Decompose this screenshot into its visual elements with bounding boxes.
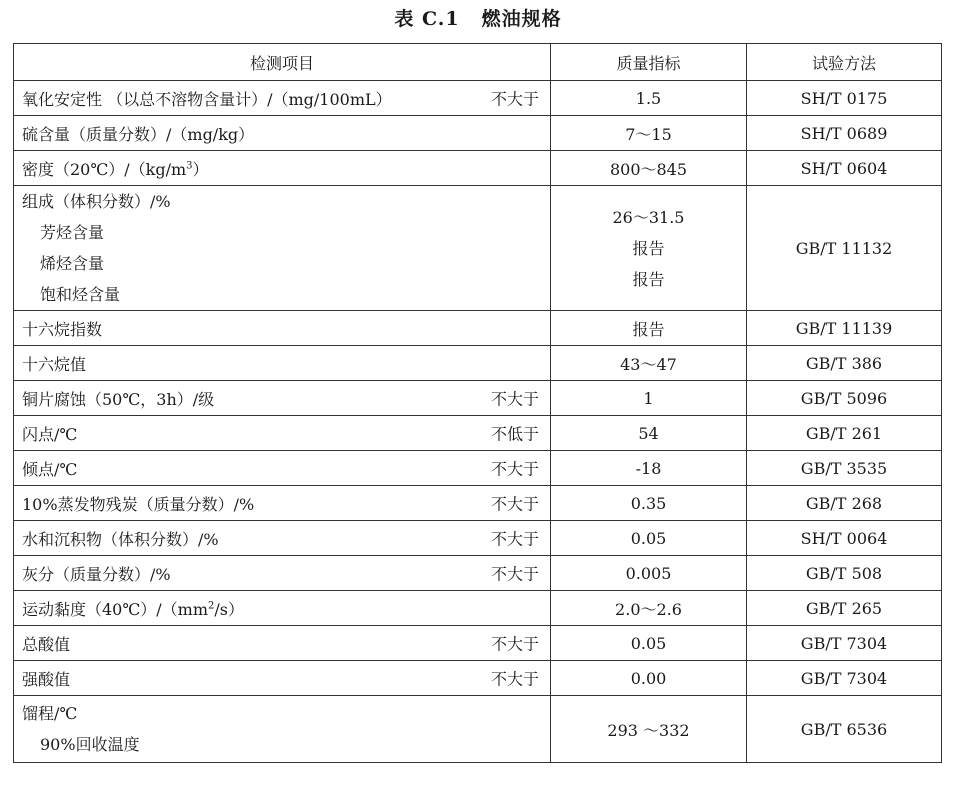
value-cell: 2.0～2.6 xyxy=(551,591,747,626)
item-cell xyxy=(14,696,551,763)
item-cell xyxy=(14,556,551,591)
table-row xyxy=(14,151,942,186)
item-label: 水和沉积物（体积分数）/% xyxy=(22,529,219,549)
value-cell: 54 xyxy=(551,416,747,451)
method-cell: GB/T 6536 xyxy=(747,696,942,763)
table-row xyxy=(14,116,942,151)
item-label: 强酸值 xyxy=(22,669,71,689)
item-label: 馏程/℃ xyxy=(22,704,78,723)
table-row xyxy=(14,521,942,556)
value-cell: 1.5 xyxy=(551,81,747,116)
value-cell: 43～47 xyxy=(551,346,747,381)
item-label-text: 运动黏度（40℃）/（mm xyxy=(22,599,208,619)
table-row xyxy=(14,451,942,486)
method-cell: GB/T 5096 xyxy=(747,381,942,416)
item-label: 组成（体积分数）/% xyxy=(22,192,171,211)
limit-label: 不大于 xyxy=(490,89,539,109)
method-cell: GB/T 261 xyxy=(747,416,942,451)
item-cell xyxy=(14,451,551,486)
item-cell xyxy=(14,521,551,556)
value-cell: 报告 xyxy=(551,311,747,346)
header-quality: 质量指标 xyxy=(551,44,747,81)
item-label: 十六烷指数 xyxy=(22,319,103,339)
header-row xyxy=(14,44,942,81)
method-cell: GB/T 11132 xyxy=(747,186,942,311)
value-cell: -18 xyxy=(551,451,747,486)
table-row xyxy=(14,661,942,696)
header-method: 试验方法 xyxy=(747,44,942,81)
limit-label: 不低于 xyxy=(490,424,539,444)
item-label: 铜片腐蚀（50℃，3h）/级 xyxy=(22,389,215,409)
table-row xyxy=(14,346,942,381)
table-name: 燃油规格 xyxy=(481,8,562,30)
table-row xyxy=(14,591,942,626)
value-cell: 1 xyxy=(551,381,747,416)
method-cell: GB/T 386 xyxy=(747,346,942,381)
table-row xyxy=(14,186,942,311)
value-cell: 293 ～332 xyxy=(551,696,747,763)
sub-value: 报告 xyxy=(632,269,665,289)
value-cell xyxy=(551,186,747,311)
method-cell: SH/T 0604 xyxy=(747,151,942,186)
item-cell xyxy=(14,591,551,626)
value-cell: 7～15 xyxy=(551,116,747,151)
value-cell: 0.00 xyxy=(551,661,747,696)
table-title xyxy=(0,4,956,31)
sub-value: 26～31.5 xyxy=(612,207,685,227)
method-cell: GB/T 268 xyxy=(747,486,942,521)
header-item: 检测项目 xyxy=(14,44,551,81)
item-cell xyxy=(14,486,551,521)
limit-label: 不大于 xyxy=(490,389,539,409)
item-cell xyxy=(14,661,551,696)
method-cell: GB/T 508 xyxy=(747,556,942,591)
item-label xyxy=(22,600,244,619)
limit-label: 不大于 xyxy=(490,494,539,514)
item-label: 倾点/℃ xyxy=(22,459,78,479)
sub-value: 报告 xyxy=(632,238,665,258)
limit-label: 不大于 xyxy=(490,529,539,549)
table-row xyxy=(14,416,942,451)
value-cell: 0.005 xyxy=(551,556,747,591)
method-cell: GB/T 3535 xyxy=(747,451,942,486)
method-cell: SH/T 0175 xyxy=(747,81,942,116)
limit-label: 不大于 xyxy=(490,459,539,479)
item-superscript: 2 xyxy=(208,600,215,612)
method-cell: GB/T 11139 xyxy=(747,311,942,346)
value-cell: 0.05 xyxy=(551,626,747,661)
item-label: 总酸值 xyxy=(22,634,71,654)
limit-label: 不大于 xyxy=(490,669,539,689)
table-row xyxy=(14,381,942,416)
item-cell xyxy=(14,311,551,346)
sub-item-label: 饱和烃含量 xyxy=(40,285,121,304)
sub-item-label: 芳烃含量 xyxy=(40,223,105,242)
table-row xyxy=(14,556,942,591)
item-cell xyxy=(14,81,551,116)
item-superscript: 3 xyxy=(186,160,193,172)
item-label-suffix: /s） xyxy=(214,599,244,619)
limit-label: 不大于 xyxy=(490,634,539,654)
value-cell: 0.35 xyxy=(551,486,747,521)
table-row xyxy=(14,626,942,661)
method-cell: SH/T 0064 xyxy=(747,521,942,556)
fuel-spec-table xyxy=(13,43,942,763)
item-label-text: 密度（20℃）/（kg/m xyxy=(22,159,187,179)
item-cell xyxy=(14,346,551,381)
item-cell xyxy=(14,626,551,661)
table-row xyxy=(14,696,942,763)
item-label: 十六烷值 xyxy=(22,354,87,374)
method-cell: GB/T 7304 xyxy=(747,661,942,696)
table-row xyxy=(14,81,942,116)
item-cell xyxy=(14,116,551,151)
sub-item-label: 烯烃含量 xyxy=(40,254,105,273)
item-label xyxy=(22,160,209,179)
item-label-suffix: ） xyxy=(192,159,209,179)
value-cell: 800～845 xyxy=(551,151,747,186)
method-cell: GB/T 265 xyxy=(747,591,942,626)
item-label: 闪点/℃ xyxy=(22,424,78,444)
item-label: 硫含量（质量分数）/（mg/kg） xyxy=(22,124,255,144)
method-cell: SH/T 0689 xyxy=(747,116,942,151)
item-label: 10%蒸发物残炭（质量分数）/% xyxy=(22,494,255,514)
table-row xyxy=(14,311,942,346)
limit-label: 不大于 xyxy=(490,564,539,584)
sub-item-label: 90%回收温度 xyxy=(40,735,140,754)
item-cell xyxy=(14,416,551,451)
item-cell xyxy=(14,381,551,416)
item-label: 灰分（质量分数）/% xyxy=(22,564,171,584)
item-cell xyxy=(14,186,551,311)
item-label: 氧化安定性 （以总不溶物含量计）/（mg/100mL） xyxy=(22,89,392,109)
table-row xyxy=(14,486,942,521)
method-cell: GB/T 7304 xyxy=(747,626,942,661)
value-cell: 0.05 xyxy=(551,521,747,556)
table-number: 表 C.1 xyxy=(394,8,460,30)
item-cell xyxy=(14,151,551,186)
